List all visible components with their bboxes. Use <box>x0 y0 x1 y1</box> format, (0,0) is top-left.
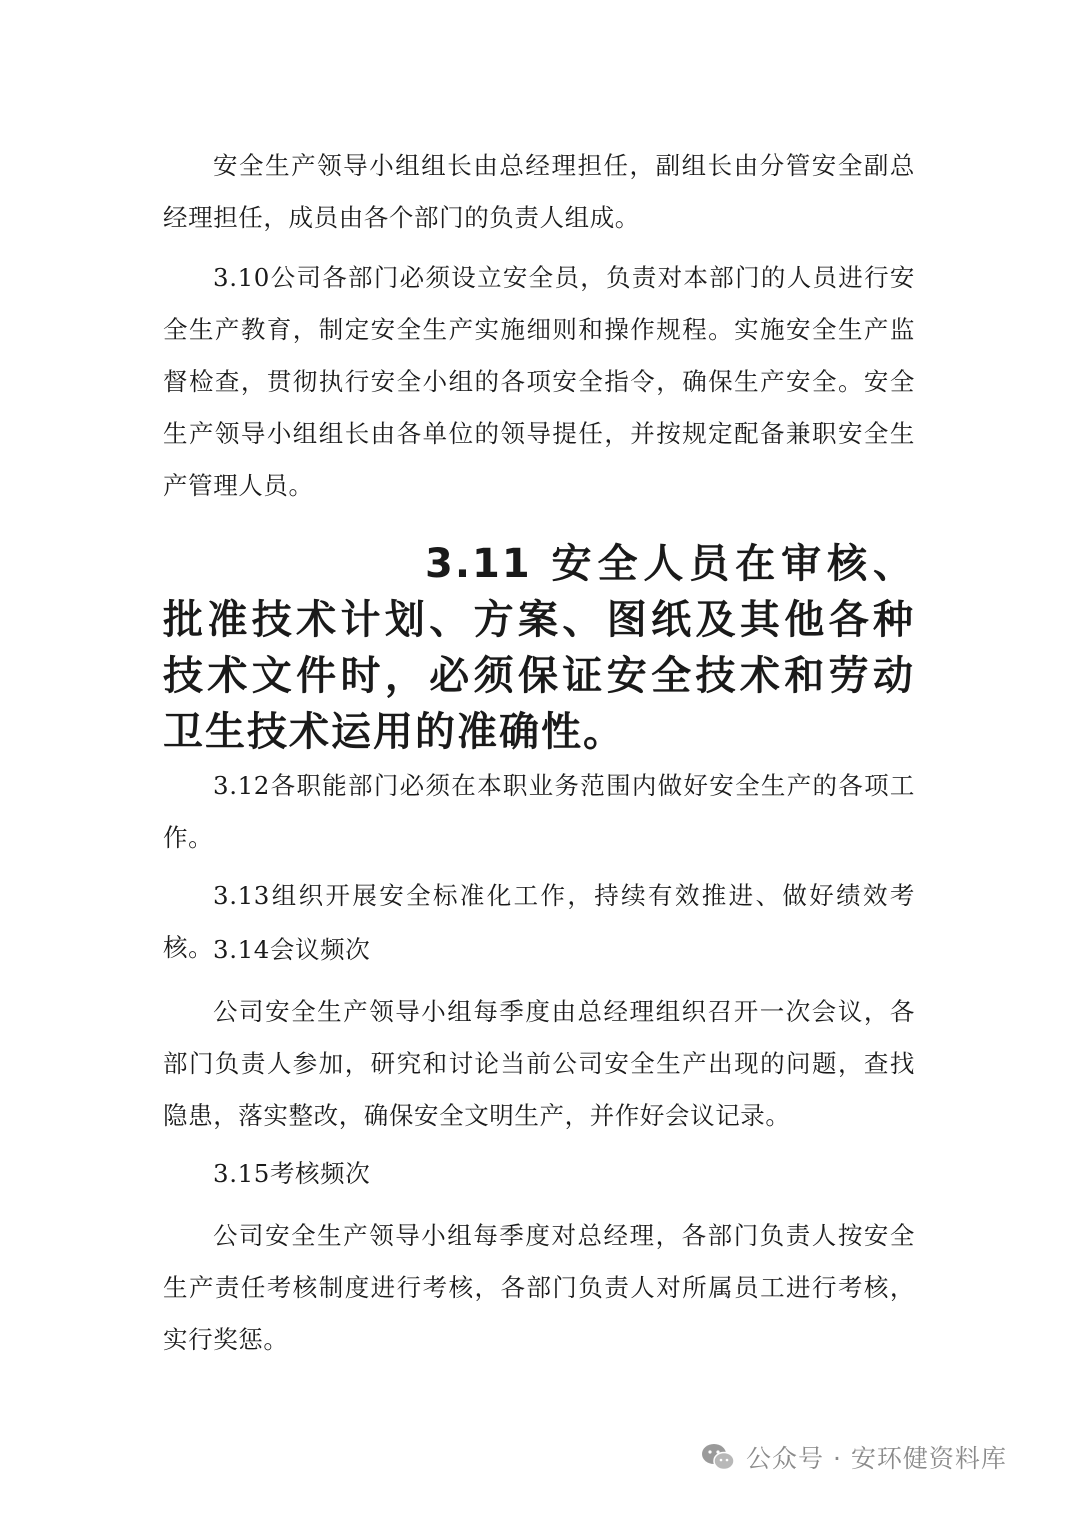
paragraph-meeting-frequency: 公司安全生产领导小组每季度由总经理组织召开一次会议，各部门负责人参加，研究和讨论当前公司安全生产出现的问题，查找隐患，落实整改，确保安全文明生产，并作好会议记录。 <box>163 997 915 1130</box>
watermark <box>700 1437 1007 1477</box>
paragraph-leadership-group: 安全生产领导小组组长由总经理担任，副组长由分管安全副总经理担任，成员由各个部门的负责人组成。 <box>163 151 915 232</box>
watermark-text: 公众号 · 安环健资料库 <box>746 1444 1007 1473</box>
paragraph-3-13: 3.13组织开展安全标准化工作，持续有效推进、做好绩效考核。 <box>163 881 915 962</box>
paragraph-3-12: 3.12各职能部门必须在本职业务范围内做好安全生产的各项工作。 <box>163 771 915 852</box>
paragraph-3-10: 3.10公司各部门必须设立安全员，负责对本部门的人员进行安全生产教育，制定安全生产实施细则和操作规程。实施安全生产监督检查，贯彻执行安全小组的各项安全指令，确保生产安全。安全生产领导小组组长由各单位的领导提任，并按规定配备兼职安全生产管理人员。 <box>163 263 915 500</box>
paragraph-3-14-title: 3.14会议频次 <box>213 935 371 964</box>
wechat-icon <box>700 1442 736 1472</box>
paragraph-3-15-title: 3.15考核频次 <box>213 1159 371 1188</box>
heading-3-11: 3.11 安全人员在审核、批准技术计划、方案、图纸及其他各种技术文件时，必须保证安全技术和劳动卫生技术运用的准确性。 <box>163 541 915 755</box>
paragraph-assessment-frequency: 公司安全生产领导小组每季度对总经理，各部门负责人按安全生产责任考核制度进行考核，各部门负责人对所属员工进行考核，实行奖惩。 <box>163 1221 915 1354</box>
